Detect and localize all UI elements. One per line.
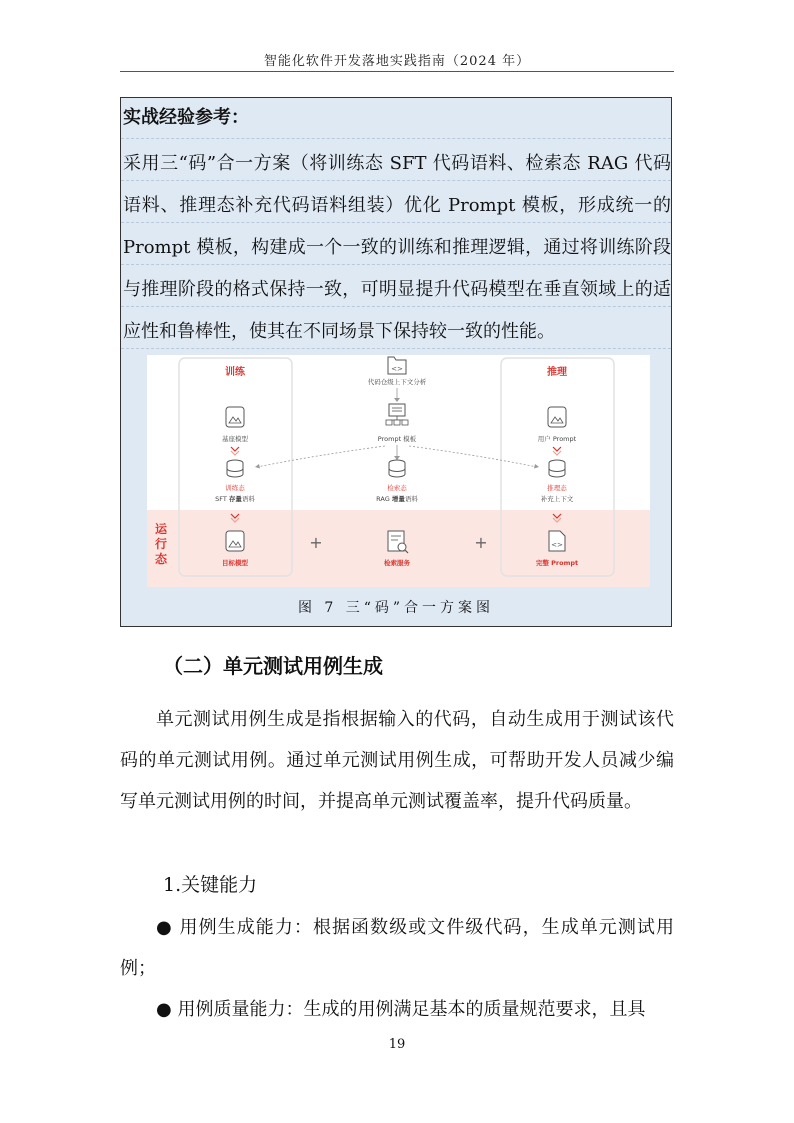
- bullet-dot: ●: [156, 917, 173, 938]
- runtime-label-char: 运: [154, 522, 168, 536]
- retrieve-state-label: 检索态: [387, 484, 407, 492]
- three-code-diagram: [147, 355, 650, 587]
- infer-state-label: 推理态: [547, 484, 567, 492]
- bullet-item: [120, 989, 674, 1030]
- complete-prompt-icon: [549, 531, 565, 551]
- figure-caption: 图 7 三“码”合一方案图: [297, 600, 495, 616]
- plus-icon: +: [309, 533, 323, 552]
- prompt-template-label: Prompt 模板: [377, 435, 417, 443]
- ruled-line: [121, 138, 671, 139]
- retrieve-service-label: 检索服务: [384, 559, 410, 567]
- subsection-title: 1.关键能力: [163, 874, 258, 896]
- box-heading: 实战经验参考：: [123, 107, 249, 128]
- plus-icon: +: [474, 533, 488, 552]
- folder-code-icon: [388, 357, 406, 374]
- target-model-label: 目标模型: [222, 559, 248, 567]
- page-number: 19: [388, 1037, 406, 1052]
- retrieve-database-icon: [389, 460, 405, 477]
- svg-text:<>: <>: [391, 365, 403, 373]
- train-state-label: 训练态: [225, 484, 245, 492]
- repo-context-label: 代码仓级上下文分析: [367, 378, 427, 386]
- runtime-label-char: 行: [154, 537, 168, 551]
- target-model-icon: [226, 531, 244, 551]
- retrieve-corpus-label: RAG 增量语料: [376, 495, 418, 503]
- train-corpus-label: SFT 存量语料: [215, 495, 255, 503]
- runtime-label-char: 态: [154, 552, 168, 566]
- bullet-text: 用例质量能力：生成的用例满足基本的质量规范要求，且具: [177, 999, 646, 1020]
- base-model-icon: [226, 407, 244, 427]
- section-paragraph: 单元测试用例生成是指根据输入的代码，自动生成用于测试该代码的单元测试用例。通过单元测试用例生成，可帮助开发人员减少编写单元测试用例的时间，并提高单元测试覆盖率，提升代码质量。: [120, 709, 674, 812]
- header-rule: [120, 71, 674, 72]
- complete-prompt-label: 完整 Prompt: [535, 559, 579, 567]
- bullet-dot: ●: [156, 999, 172, 1020]
- svg-text:<>: <>: [551, 541, 563, 549]
- running-header: 智能化软件开发落地实践指南（2024 年）: [263, 54, 531, 69]
- base-model-label: 基座模型: [222, 435, 248, 443]
- user-prompt-icon: [548, 407, 566, 427]
- bullet-text: 用例生成能力：根据函数级或文件级代码，生成单元测试用例；: [120, 917, 674, 979]
- infer-database-icon: [549, 460, 565, 477]
- train-column-title: 训练: [225, 367, 245, 378]
- infer-context-label: 补充上下文: [540, 495, 574, 503]
- infer-column-title: 推理: [547, 367, 567, 378]
- box-paragraph: 采用三“码”合一方案（将训练态 SFT 代码语料、检索态 RAG 代码语料、推理态补充代码语料组装）优化 Prompt 模板，形成统一的 Prompt 模板，构建成一个一致的训练和推理逻辑，通过将训练阶段与推理阶段的格式保持一致，可明显提升代码模型在垂直领域上的适应性和鲁棒性，使其在不同场景下保持较一致的性能。: [123, 153, 671, 342]
- section-title: （二）单元测试用例生成: [163, 654, 383, 678]
- experience-box: [120, 97, 672, 627]
- train-database-icon: [227, 460, 243, 477]
- bullet-item: [120, 907, 674, 989]
- user-prompt-label: 用户 Prompt: [537, 435, 577, 443]
- prompt-template-icon: [386, 404, 408, 425]
